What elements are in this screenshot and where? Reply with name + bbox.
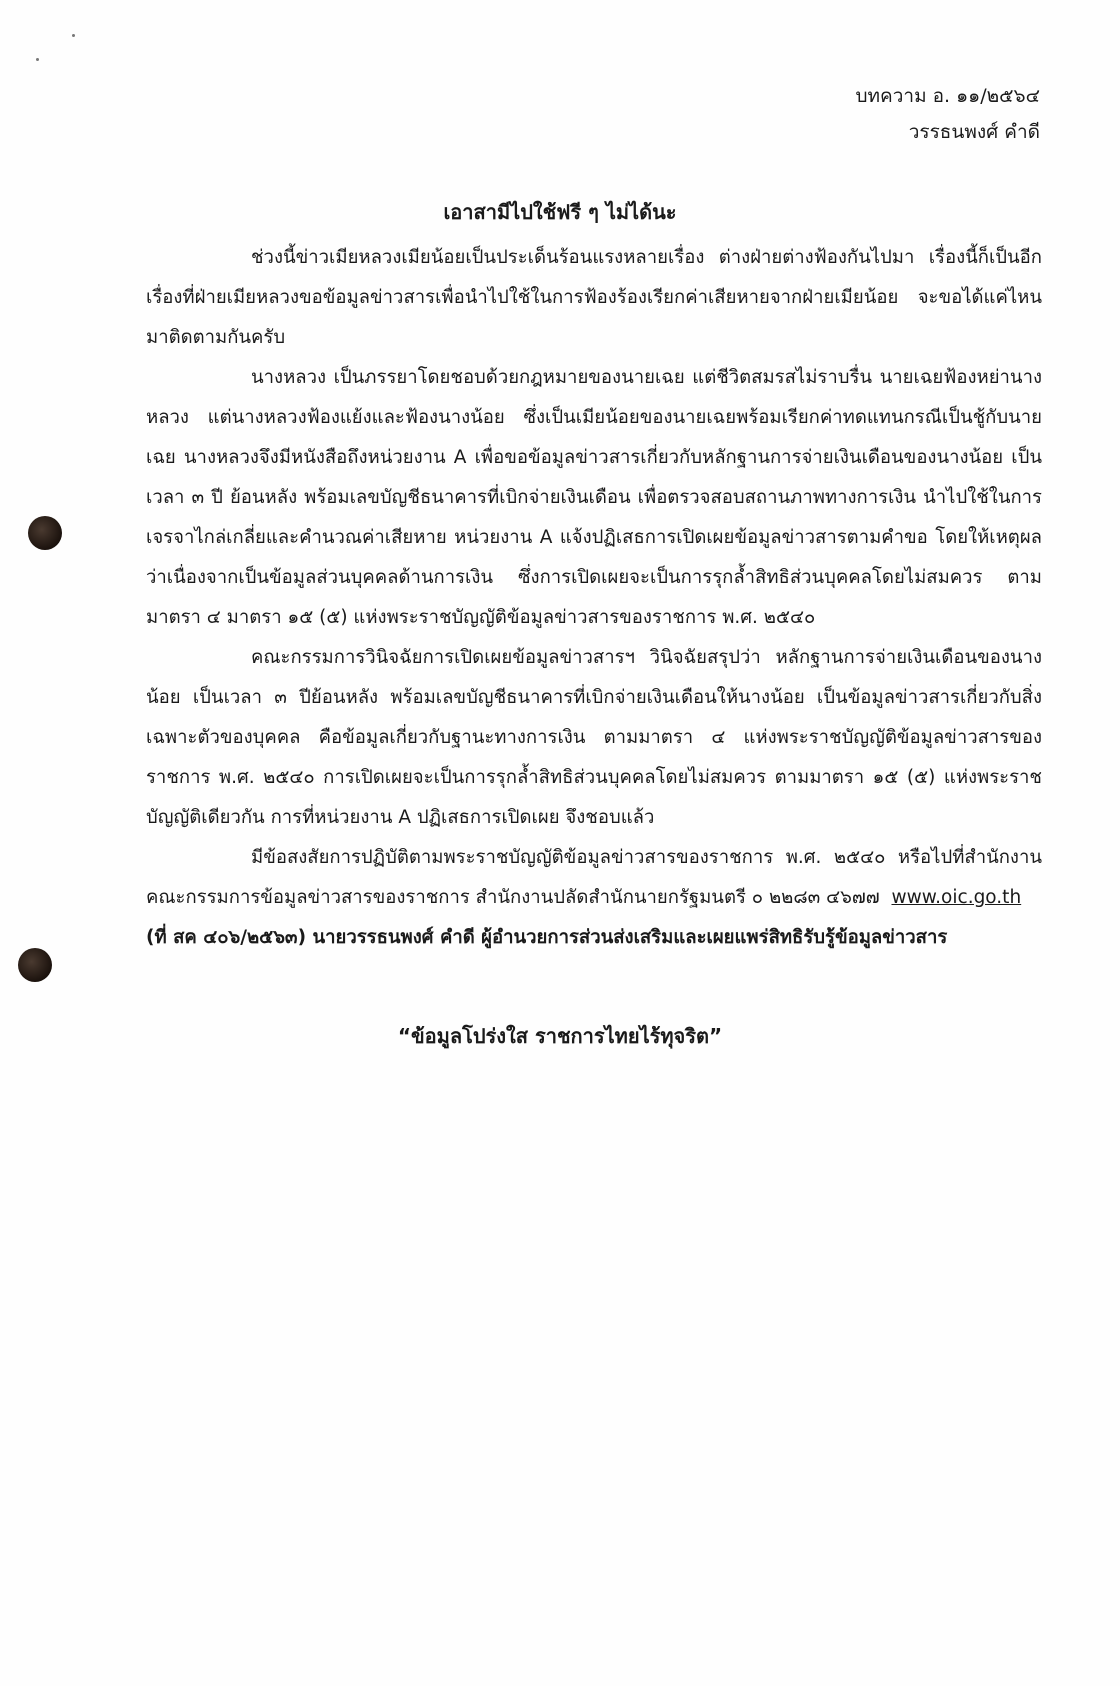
article-body (146, 238, 1042, 958)
contact-text: มีข้อสงสัยการปฏิบัติตามพระราชบัญญัติข้อมูลข่าวสารของราชการ พ.ศ. ๒๕๔๐ หรือไปที่สำนักงานคณะกรรมการข้อมูลข่าวสารของราชการ สำนักงานปลัดสำนักนายกรัฐมนตรี ๐ ๒๒๘๓ ๔๖๗๗ (146, 847, 1042, 908)
document-reference-header (855, 78, 1040, 150)
punch-hole (18, 948, 52, 982)
punch-hole (28, 516, 62, 550)
paragraph-intro: ช่วงนี้ข่าวเมียหลวงเมียน้อยเป็นประเด็นร้อนแรงหลายเรื่อง ต่างฝ่ายต่างฟ้องกันไปมา เรื่องนี้ก็เป็นอีกเรื่องที่ฝ่ายเมียหลวงขอข้อมูลข่าวสารเพื่อนำไปใช้ในการฟ้องร้องเรียกค่าเสียหายจากฝ่ายเมียน้อย จะขอได้แค่ไหน มาติดตามกันครับ (146, 247, 1042, 348)
paragraph-contact (146, 838, 1042, 918)
scan-speck (72, 34, 75, 37)
motto: “ข้อมูลโปร่งใส ราชการไทยไร้ทุจริต” (397, 1024, 723, 1048)
website-link[interactable]: www.oic.go.th (891, 887, 1022, 908)
paragraph-ruling: คณะกรรมการวินิจฉัยการเปิดเผยข้อมูลข่าวสารฯ วินิจฉัยสรุปว่า หลักฐานการจ่ายเงินเดือนของนางน้อย เป็นเวลา ๓ ปีย้อนหลัง พร้อมเลขบัญชีธนาคารที่เบิกจ่ายเงินเดือนให้นางน้อย เป็นข้อมูลข่าวสารเกี่ยวกับสิ่งเฉพาะตัวของบุคคล คือข้อมูลเกี่ยวกับฐานะทางการเงิน ตามมาตรา ๔ แห่งพระราชบัญญัติข้อมูลข่าวสารของราชการ พ.ศ. ๒๕๔๐ การเปิดเผยจะเป็นการรุกล้ำสิทธิส่วนบุคคลโดยไม่สมควร ตามมาตรา ๑๕ (๕) แห่งพระราชบัญญัติเดียวกัน การที่หน่วยงาน A ปฏิเสธการเปิดเผย จึงชอบแล้ว (146, 647, 1042, 828)
author-name: วรรธนพงศ์ คำดี (908, 121, 1040, 143)
scan-speck (36, 58, 39, 61)
paragraph-case: นางหลวง เป็นภรรยาโดยชอบด้วยกฎหมายของนายเฉย แต่ชีวิตสมรสไม่ราบรื่น นายเฉยฟ้องหย่านางหลวง แต่นางหลวงฟ้องแย้งและฟ้องนางน้อย ซึ่งเป็นเมียน้อยของนายเฉยพร้อมเรียกค่าทดแทนกรณีเป็นชู้กับนายเฉย นางหลวงจึงมีหนังสือถึงหน่วยงาน A เพื่อขอข้อมูลข่าวสารเกี่ยวกับหลักฐานการจ่ายเงินเดือนของนางน้อย เป็นเวลา ๓ ปี ย้อนหลัง พร้อมเลขบัญชีธนาคารที่เบิกจ่ายเงินเดือน เพื่อตรวจสอบสถานภาพทางการเงิน นำไปใช้ในการเจรจาไกล่เกลี่ยและคำนวณค่าเสียหาย หน่วยงาน A แจ้งปฏิเสธการเปิดเผยข้อมูลข่าวสารตามคำขอ โดยให้เหตุผลว่าเนื่องจากเป็นข้อมูลส่วนบุคคลด้านการเงิน ซึ่งการเปิดเผยจะเป็นการรุกล้ำสิทธิส่วนบุคคลโดยไม่สมควร ตามมาตรา ๔ มาตรา ๑๕ (๕) แห่งพระราชบัญญัติข้อมูลข่าวสารของราชการ พ.ศ. ๒๕๔๐ (146, 367, 1042, 628)
reference-line: (ที่ สค ๔๐๖/๒๕๖๓) นายวรรธนพงศ์ คำดี ผู้อำนวยการส่วนส่งเสริมและเผยแพร่สิทธิรับรู้ข้อมูลข่าวสาร (146, 927, 948, 948)
article-title: เอาสามีไปใช้ฟรี ๆ ไม่ได้นะ (443, 200, 677, 224)
reference-number: บทความ อ. ๑๑/๒๕๖๔ (855, 85, 1040, 107)
